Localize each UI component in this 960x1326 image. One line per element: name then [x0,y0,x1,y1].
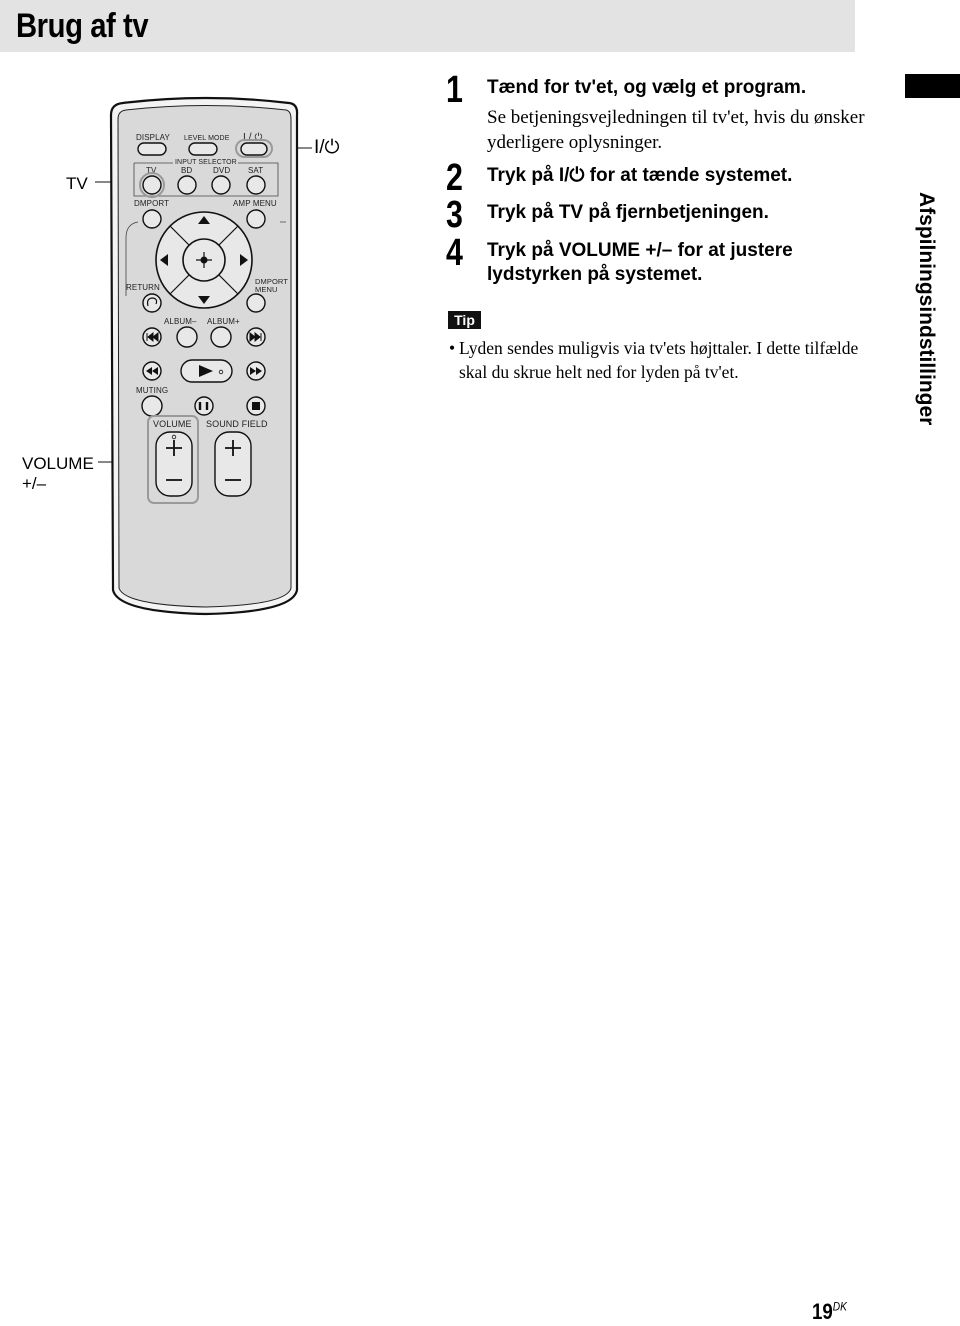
section-tab-bar [905,74,960,98]
step-title: Tryk på TV på fjernbetjeningen. [487,202,769,223]
step-1 [446,69,866,155]
remote-control-illustration [0,0,440,640]
label-dmport-menu-2: MENU [255,285,278,294]
label-power-symbol: I / ⏻ [243,132,263,143]
label-tv: TV [146,166,157,175]
album-plus-button[interactable] [211,327,231,347]
callout-volume-sign-label: +/– [22,474,47,493]
step-title: Tryk på I/⏻ for at tænde systemet. [487,165,793,186]
page-number [812,1299,847,1325]
dmport-button[interactable] [143,210,161,228]
label-sat: SAT [248,166,264,175]
label-bd: BD [181,166,193,175]
label-input-selector: INPUT SELECTOR [175,159,237,166]
section-tab-label: Afspilningsindstillinger [915,192,938,426]
label-album-minus: ALBUM– [164,317,197,326]
stop-icon [252,402,260,410]
step-title: Tryk på VOLUME +/– for at justere lydstyrken på systemet. [487,240,793,285]
page-title: Brug af tv [16,7,149,45]
pause-button[interactable] [195,397,213,415]
label-dmport-menu-1: DMPORT [255,277,288,286]
label-album-plus: ALBUM+ [207,317,240,326]
step-3 [446,194,866,236]
return-button[interactable] [143,294,161,312]
muting-button[interactable] [142,396,162,416]
callout-volume-label: VOLUME [22,454,94,473]
label-amp-menu: AMP MENU [233,199,277,208]
callout-power-label: I/⏻ [314,137,340,158]
step-number: 2 [446,157,463,199]
label-sound-field: SOUND FIELD [206,419,268,429]
step-2 [446,157,866,199]
label-dvd: DVD [213,166,231,175]
label-dmport: DMPORT [134,199,170,208]
album-minus-button[interactable] [177,327,197,347]
tv-button[interactable] [143,176,161,194]
bd-button[interactable] [178,176,196,194]
step-description: Se betjeningsvejledningen til tv'et, hvis du ønsker yderligere oplysninger. [487,107,865,153]
tip-body: Lyden sendes muligvis via tv'ets højttaler. I dette tilfælde skal du skrue helt ned for lyden på tv'et. [459,338,859,382]
dmport-menu-button[interactable] [247,294,265,312]
step-number: 4 [446,232,463,274]
label-display: DISPLAY [136,133,170,142]
page-number-suffix: DK [832,1299,847,1314]
amp-menu-button[interactable] [247,210,265,228]
tip-bullet: • [449,338,456,358]
display-button[interactable] [138,143,166,155]
dvd-button[interactable] [212,176,230,194]
tip-text [449,336,859,384]
label-volume: VOLUME [153,419,192,429]
step-number: 3 [446,194,463,236]
label-muting: MUTING [136,386,169,395]
power-button[interactable] [241,143,267,155]
level-mode-button[interactable] [189,143,217,155]
tip-badge: Tip [448,311,481,329]
step-number: 1 [446,69,463,111]
step-title: Tænd for tv'et, og vælg et program. [487,77,807,98]
sat-button[interactable] [247,176,265,194]
step-4 [446,232,866,287]
steps-list [446,66,866,287]
label-return: RETURN [126,283,160,292]
page-number-value: 19 [812,1299,833,1324]
label-level-mode: LEVEL MODE [184,135,230,142]
callout-tv-label: TV [66,174,88,193]
